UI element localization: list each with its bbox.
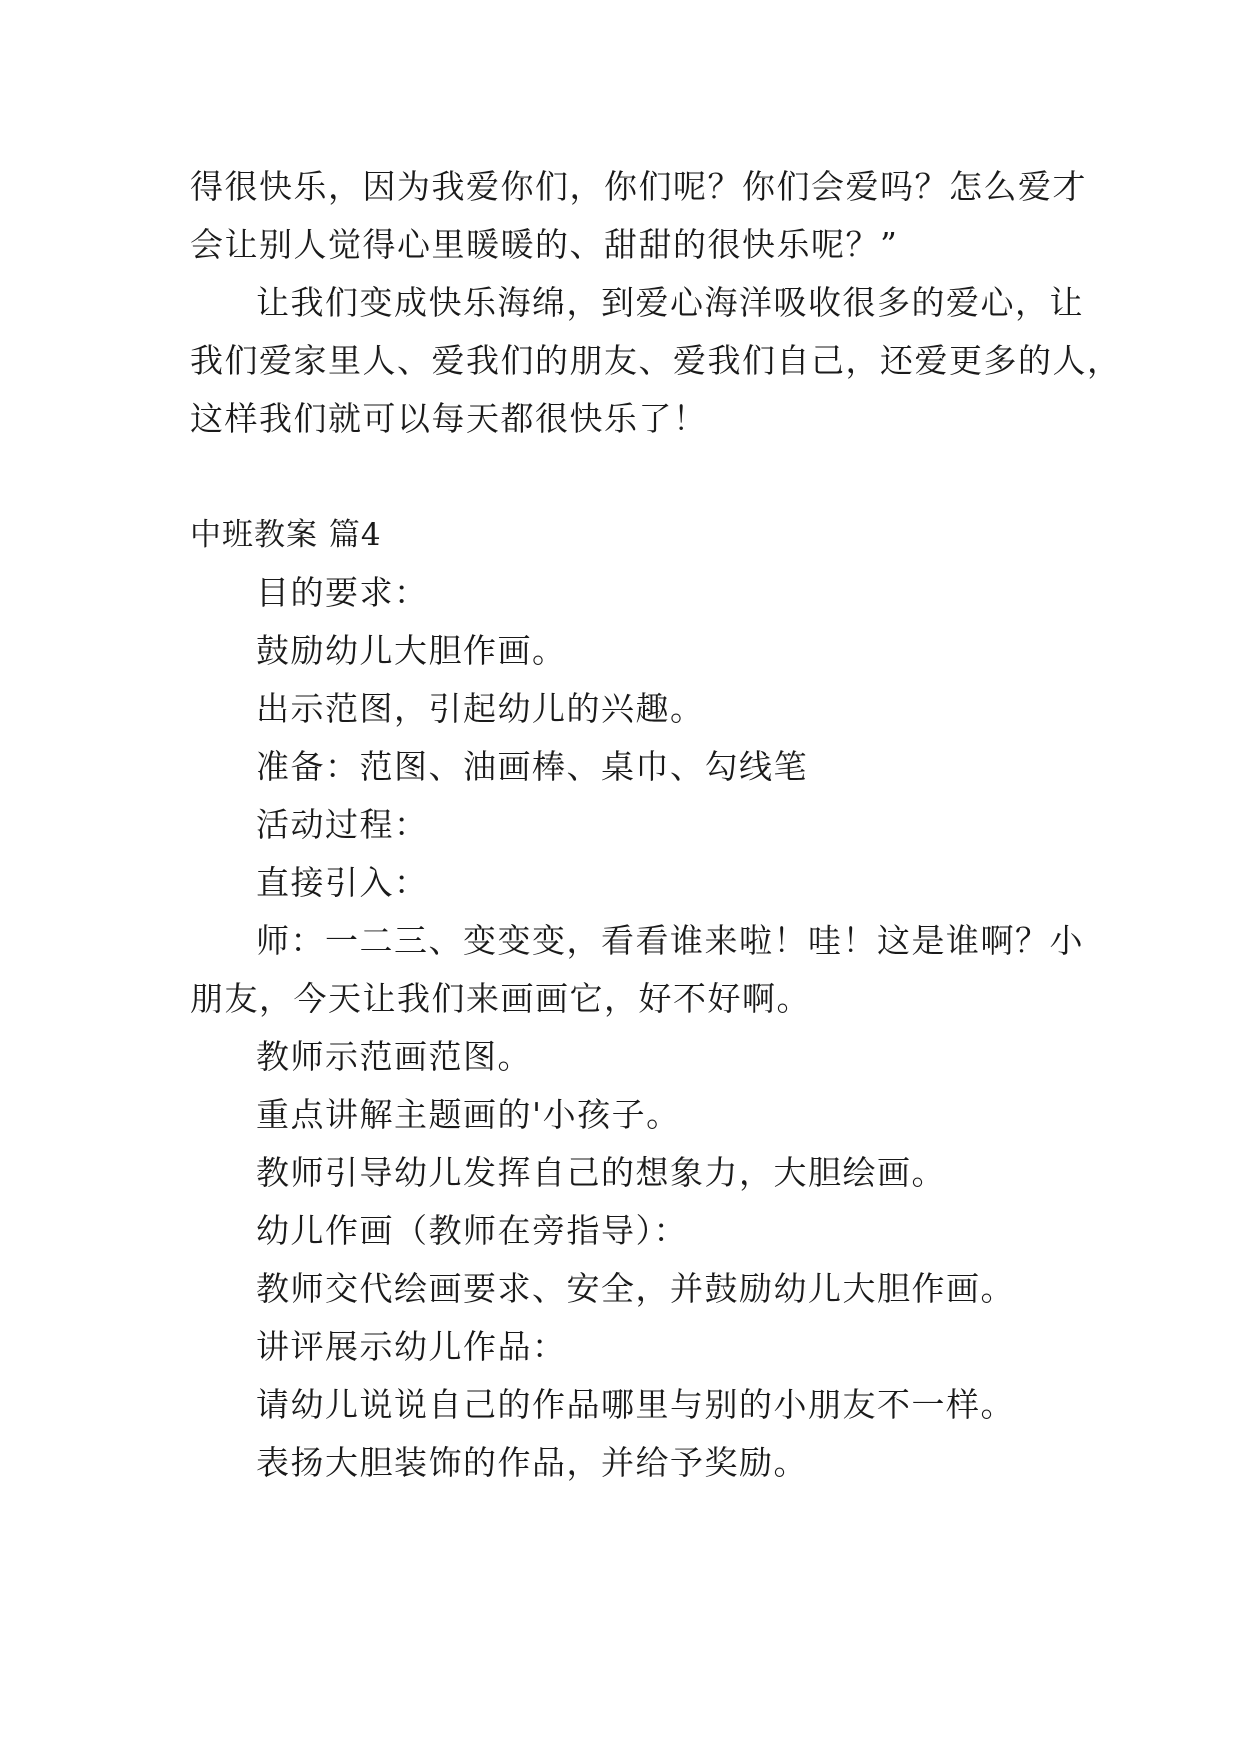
section-line: 表扬大胆装饰的作品，并给予奖励。 bbox=[256, 1443, 808, 1482]
section-line: 直接引入： bbox=[256, 863, 429, 902]
section-line: 教师交代绘画要求、安全，并鼓励幼儿大胆作画。 bbox=[256, 1269, 1015, 1308]
section-line: 讲评展示幼儿作品： bbox=[256, 1327, 567, 1366]
paragraph-spacer bbox=[190, 448, 1060, 506]
section-line: 活动过程： bbox=[256, 805, 429, 844]
paragraph-line: 这样我们就可以每天都很快乐了！ bbox=[190, 399, 708, 438]
paragraph-line: 会让别人觉得心里暖暖的、甜甜的很快乐呢？” bbox=[190, 225, 899, 264]
section-line: 鼓励幼儿大胆作画。 bbox=[256, 631, 567, 670]
section-title: 中班教案 篇4 bbox=[190, 517, 382, 553]
document-body bbox=[190, 158, 1122, 1492]
paragraph-line: 让我们变成快乐海绵，到爱心海洋吸收很多的爱心，让 bbox=[256, 283, 1084, 322]
section-line: 教师示范画范图。 bbox=[256, 1037, 532, 1076]
section-line: 准备：范图、油画棒、桌巾、勾线笔 bbox=[256, 747, 808, 786]
paragraph-line: 我们爱家里人、爱我们的朋友、爱我们自己，还爱更多的人， bbox=[190, 341, 1122, 380]
section-line: 出示范图，引起幼儿的兴趣。 bbox=[256, 689, 705, 728]
section-line: 幼儿作画（教师在旁指导）： bbox=[256, 1211, 688, 1250]
section-line: 重点讲解主题画的'小孩子。 bbox=[256, 1095, 681, 1134]
section-line: 教师引导幼儿发挥自己的想象力，大胆绘画。 bbox=[256, 1153, 946, 1192]
section-line: 朋友，今天让我们来画画它，好不好啊。 bbox=[190, 979, 811, 1018]
section-line: 目的要求： bbox=[256, 573, 429, 612]
section-line: 请幼儿说说自己的作品哪里与别的小朋友不一样。 bbox=[256, 1385, 1015, 1424]
section-line: 师：一二三、变变变，看看谁来啦！哇！这是谁啊？小 bbox=[256, 921, 1084, 960]
paragraph-line: 得很快乐，因为我爱你们，你们呢？你们会爱吗？怎么爱才 bbox=[190, 167, 1087, 206]
